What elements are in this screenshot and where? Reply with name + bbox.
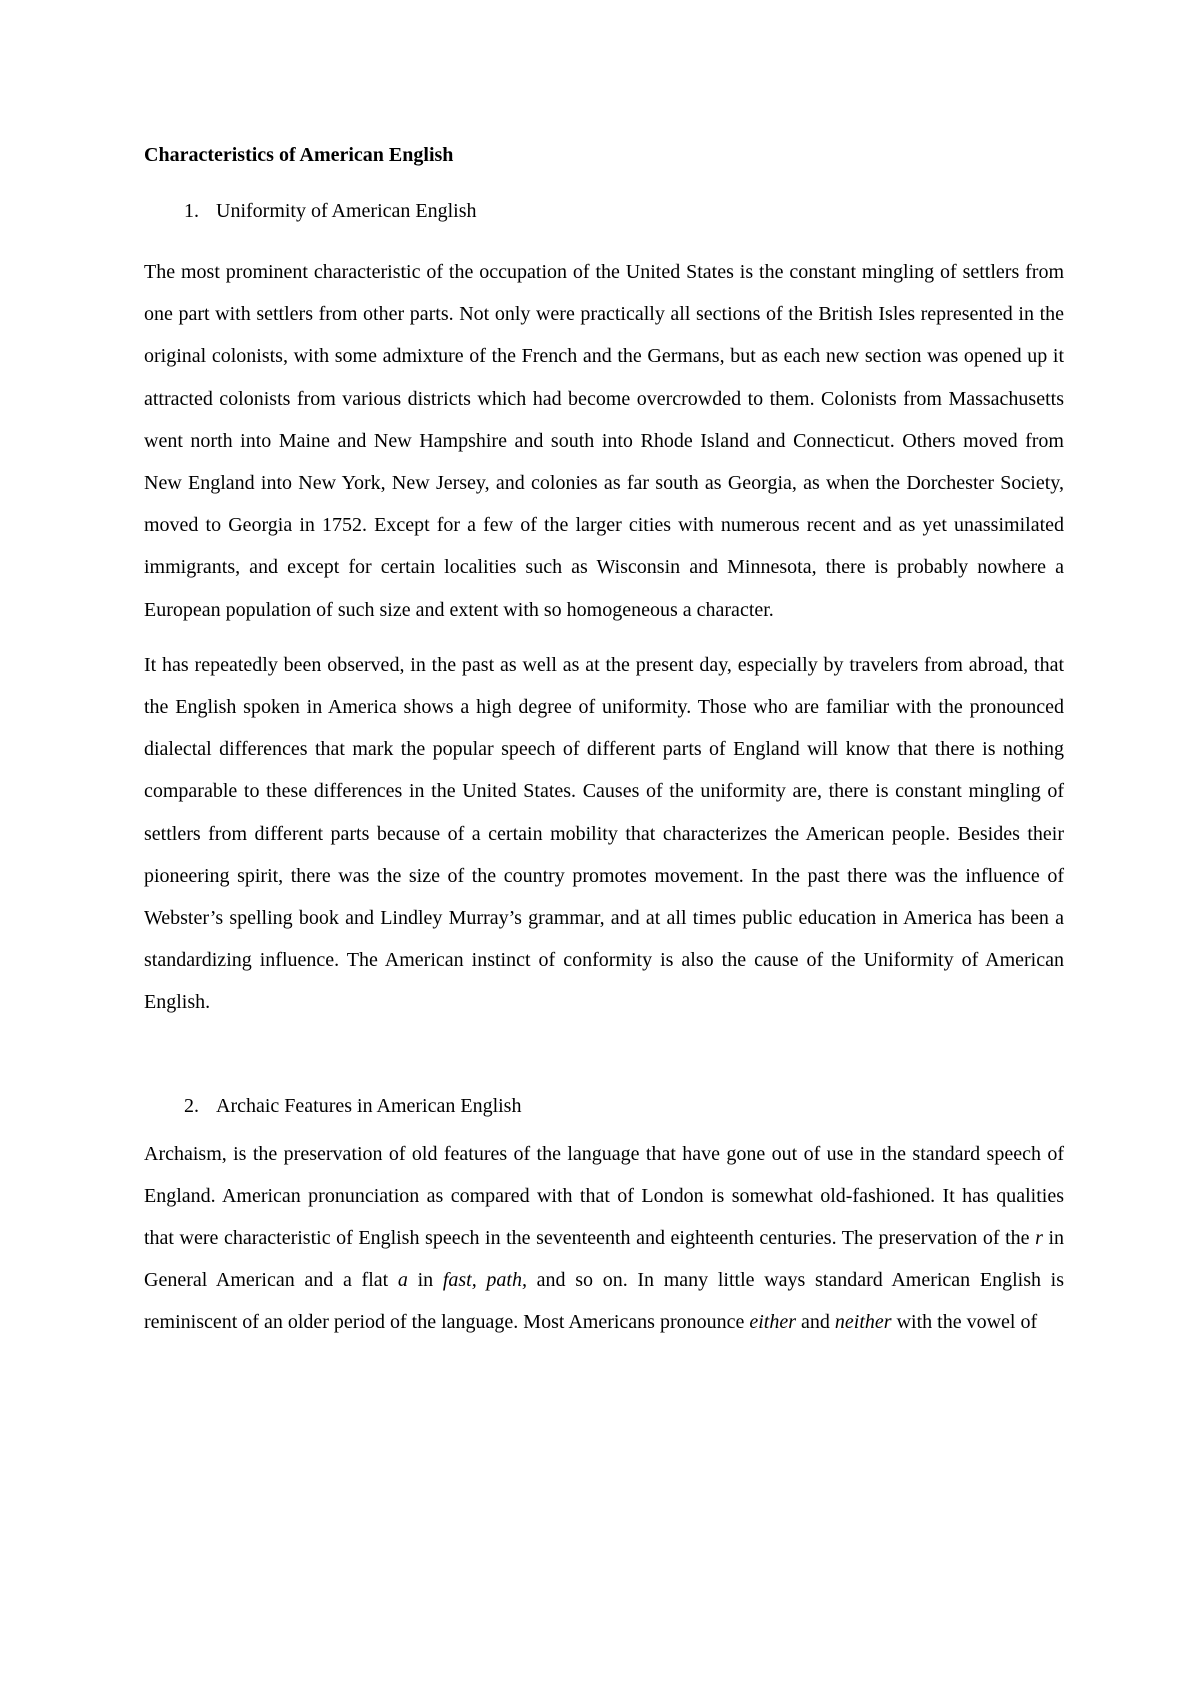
section-2-paragraph-1	[144, 1133, 1064, 1344]
text-run: and	[796, 1311, 835, 1334]
text-run: Archaism, is the preservation of old features of the language that have gone out of use in the standard speech of England. American pronunciation as compared with that of London is somewhat old-fashioned. It has qualities that were characteristic of English speech in the seventeenth and eighteenth centuries. The preservation of the	[144, 1142, 1064, 1250]
text-run: with the vowel of	[891, 1311, 1038, 1334]
text-run: in	[407, 1269, 443, 1292]
section-1-heading	[144, 197, 1064, 225]
section-1-heading-text: Uniformity of American English	[216, 200, 477, 222]
document-title: Characteristics of American English	[144, 144, 454, 166]
document-page	[144, 140, 1064, 1357]
italic-a: a	[397, 1269, 408, 1292]
italic-r: r	[1035, 1227, 1043, 1250]
section-1-paragraph-1: The most prominent characteristic of the occupation of the United States is the constant mingling of settlers from one part with settlers from other parts. Not only were practically all sections of the British Isles represented in the original colonists, with some admixture of the French and the Germans, but as each new section was opened up it attracted colonists from various districts which had become overcrowded to them. Colonists from Massachusetts went north into Maine and New Hampshire and south into Rhode Island and Connecticut. Others moved from New England into New York, New Jersey, and colonies as far south as Georgia, as when the Dorchester Society, moved to Georgia in 1752. Except for a few of the larger cities with numerous recent and as yet unassimilated immigrants, and except for certain localities such as Wisconsin and Minnesota, there is probably nowhere a European population of such size and extent with so homogeneous a character.	[144, 261, 1064, 621]
section-2-heading	[144, 1092, 1064, 1120]
section-spacer	[144, 1037, 1064, 1092]
italic-neither: neither	[834, 1311, 892, 1334]
section-2-number: 2.	[184, 1094, 199, 1117]
text-run: in General American and a flat	[144, 1227, 1064, 1292]
italic-either: either	[749, 1311, 797, 1334]
section-1-number: 1.	[184, 200, 199, 222]
text-run: and so on. In many little ways standard American English is reminiscent of an older period of the language. Most Americans pronounce	[144, 1269, 1064, 1334]
section-2-heading-text: Archaic Features in American English	[216, 1094, 522, 1117]
section-1-paragraph-2: It has repeatedly been observed, in the past as well as at the present day, especially by travelers from abroad, that the English spoken in America shows a high degree of uniformity. Those who are familiar with the pronounced dialectal differences that mark the popular speech of different parts of England will know that there is nothing comparable to these differences in the United States. Causes of the uniformity are, there is constant mingling of settlers from different parts because of a certain mobility that characterizes the American people. Besides their pioneering spirit, there was the size of the country promotes movement. In the past there was the influence of Webster’s spelling book and Lindley Murray’s grammar, and at all times public education in America has been a standardizing influence. The American instinct of conformity is also the cause of the Uniformity of American English.	[144, 653, 1064, 1014]
italic-fast-path: fast, path,	[442, 1269, 527, 1292]
